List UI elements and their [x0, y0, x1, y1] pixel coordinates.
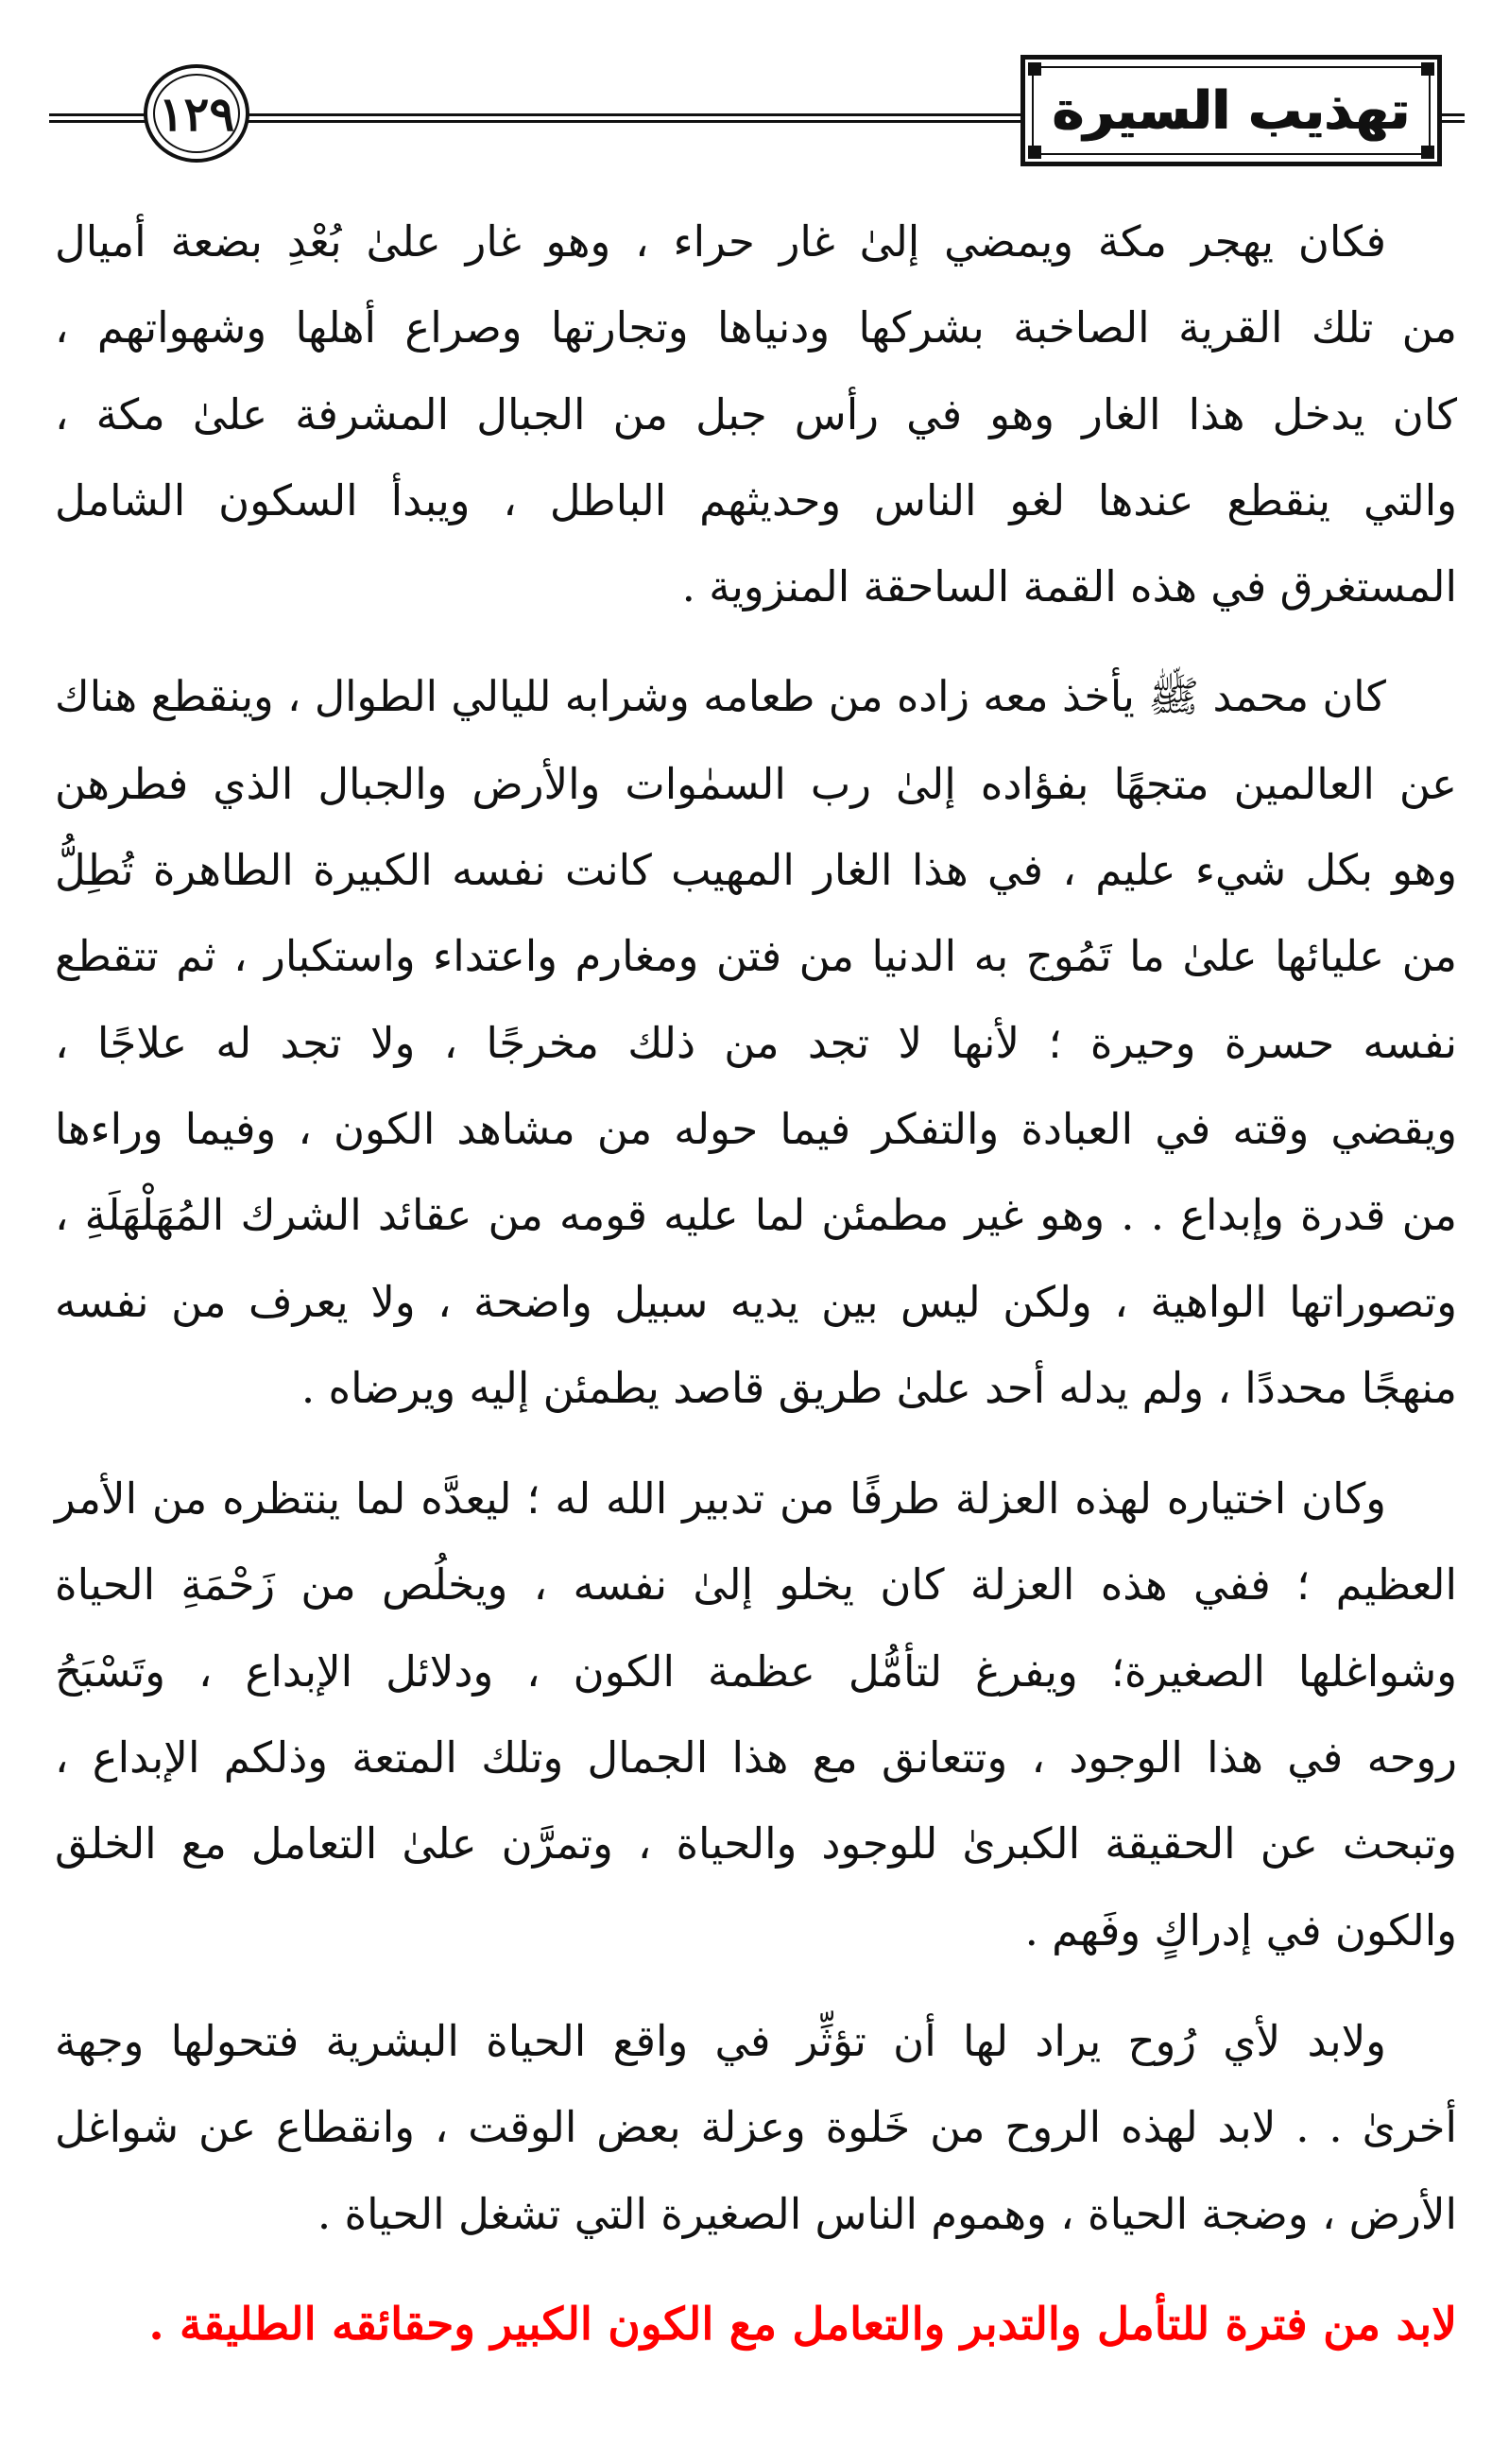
page-number: ١٢٩ [158, 85, 235, 142]
text-line: من عليائها علىٰ ما تَمُوج به الدنيا من فتن ومغارم واعتداء واستكبار ، ثم تتقطع [55, 931, 1457, 982]
frame-corner-ornament [1421, 146, 1434, 159]
header-rule-right [1442, 113, 1465, 123]
text-line: والكون في إدراكٍ وفَهم . [1024, 1904, 1457, 1956]
frame-corner-ornament [1421, 62, 1434, 76]
text-line: ولابد لأي رُوح يراد لها أن تؤثِّر في واقع الحياة البشرية فتحولها وجهة [55, 2015, 1386, 2066]
paragraph [55, 1998, 1457, 2257]
text-line: من تلك القرية الصاخبة بشركها ودنياها وتجارتها وصراع أهلها وشهواتهم ، [55, 302, 1457, 353]
paragraph [55, 1456, 1457, 1973]
text-line: من قدرة وإبداع . . وهو غير مطمئن لما عليه قومه من عقائد الشرك المُهَلْهَلَةِ ، [55, 1190, 1457, 1241]
text-line: وهو بكل شيء عليم ، في هذا الغار المهيب كانت نفسه الكبيرة الطاهرة تُطِلُّ [55, 845, 1457, 896]
text-line: كان محمد ﷺ يأخذ معه زاده من طعامه وشرابه لليالي الطوال ، وينقطع هناك [55, 673, 1386, 722]
text-line: عن العالمين متجهًا بفؤاده إلىٰ رب السمٰوات والأرض والجبال الذي فطرهن [55, 758, 1457, 809]
text-line: والتي ينقطع عندها لغو الناس وحديثهم الباطل ، ويبدأ السكون الشامل [55, 474, 1457, 526]
header-title-frame [1020, 55, 1442, 166]
page-header [49, 55, 1465, 166]
frame-corner-ornament [1028, 62, 1041, 76]
header-rule-middle [246, 113, 1020, 123]
text-line: منهجًا محددًا ، ولم يدله أحد علىٰ طريق قاصد يطمئن إليه ويرضاه . [300, 1362, 1457, 1413]
text-line: وشواغلها الصغيرة؛ ويفرغ لتأمُّل عظمة الكون ، ودلائل الإبداع ، وتَسْبَحُ [55, 1646, 1457, 1697]
text-line: وكان اختياره لهذه العزلة طرفًا من تدبير الله له ؛ ليعدَّه لما ينتظره من الأمر [55, 1473, 1386, 1525]
text-line: المستغرق في هذه القمة الساحقة المنزوية . [681, 561, 1457, 612]
text-line: فكان يهجر مكة ويمضي إلىٰ غار حراء ، وهو غار علىٰ بُعْدِ بضعة أميال [55, 216, 1386, 267]
text-line: أخرىٰ . . لابد لهذه الروح من خَلوة وعزلة بعض الوقت ، وانقطاع عن شواغل [55, 2102, 1457, 2153]
header-rule-left [49, 113, 146, 123]
page-body [55, 198, 1457, 2368]
text-line: روحه في هذا الوجود ، وتتعانق مع هذا الجمال وتلك المتعة وذلكم الإبداع ، [55, 1732, 1457, 1783]
page-number-badge [144, 64, 249, 163]
text-line: كان يدخل هذا الغار وهو في رأس جبل من الجبال المشرفة علىٰ مكة ، [55, 388, 1457, 439]
book-title: تهذيب السيرة [1052, 79, 1411, 142]
text-line: الأرض ، وضجة الحياة ، وهموم الناس الصغيرة التي تشغل الحياة . [317, 2188, 1457, 2239]
paragraph [55, 198, 1457, 629]
text-line: العظيم ؛ ففي هذه العزلة كان يخلو إلىٰ نفسه ، ويخلُص من زَحْمَةِ الحياة [55, 1559, 1457, 1611]
frame-corner-ornament [1028, 146, 1041, 159]
paragraph [55, 654, 1457, 1431]
text-line: وتبحث عن الحقيقة الكبرىٰ للوجود والحياة ، وتمرَّن علىٰ التعامل مع الخلق [55, 1818, 1457, 1870]
text-line: ويقضي وقته في العبادة والتفكر فيما حوله من مشاهد الكون ، وفيما وراءها [55, 1103, 1457, 1154]
highlighted-conclusion: لابد من فترة للتأمل والتدبر والتعامل مع الكون الكبير وحقائقه الطليقة . [148, 2298, 1457, 2351]
text-line: وتصوراتها الواهية ، ولكن ليس بين يديه سبيل واضحة ، ولا يعرف من نفسه [55, 1276, 1457, 1327]
text-line: نفسه حسرة وحيرة ؛ لأنها لا تجد من ذلك مخرجًا ، ولا تجد له علاجًا ، [55, 1017, 1457, 1068]
